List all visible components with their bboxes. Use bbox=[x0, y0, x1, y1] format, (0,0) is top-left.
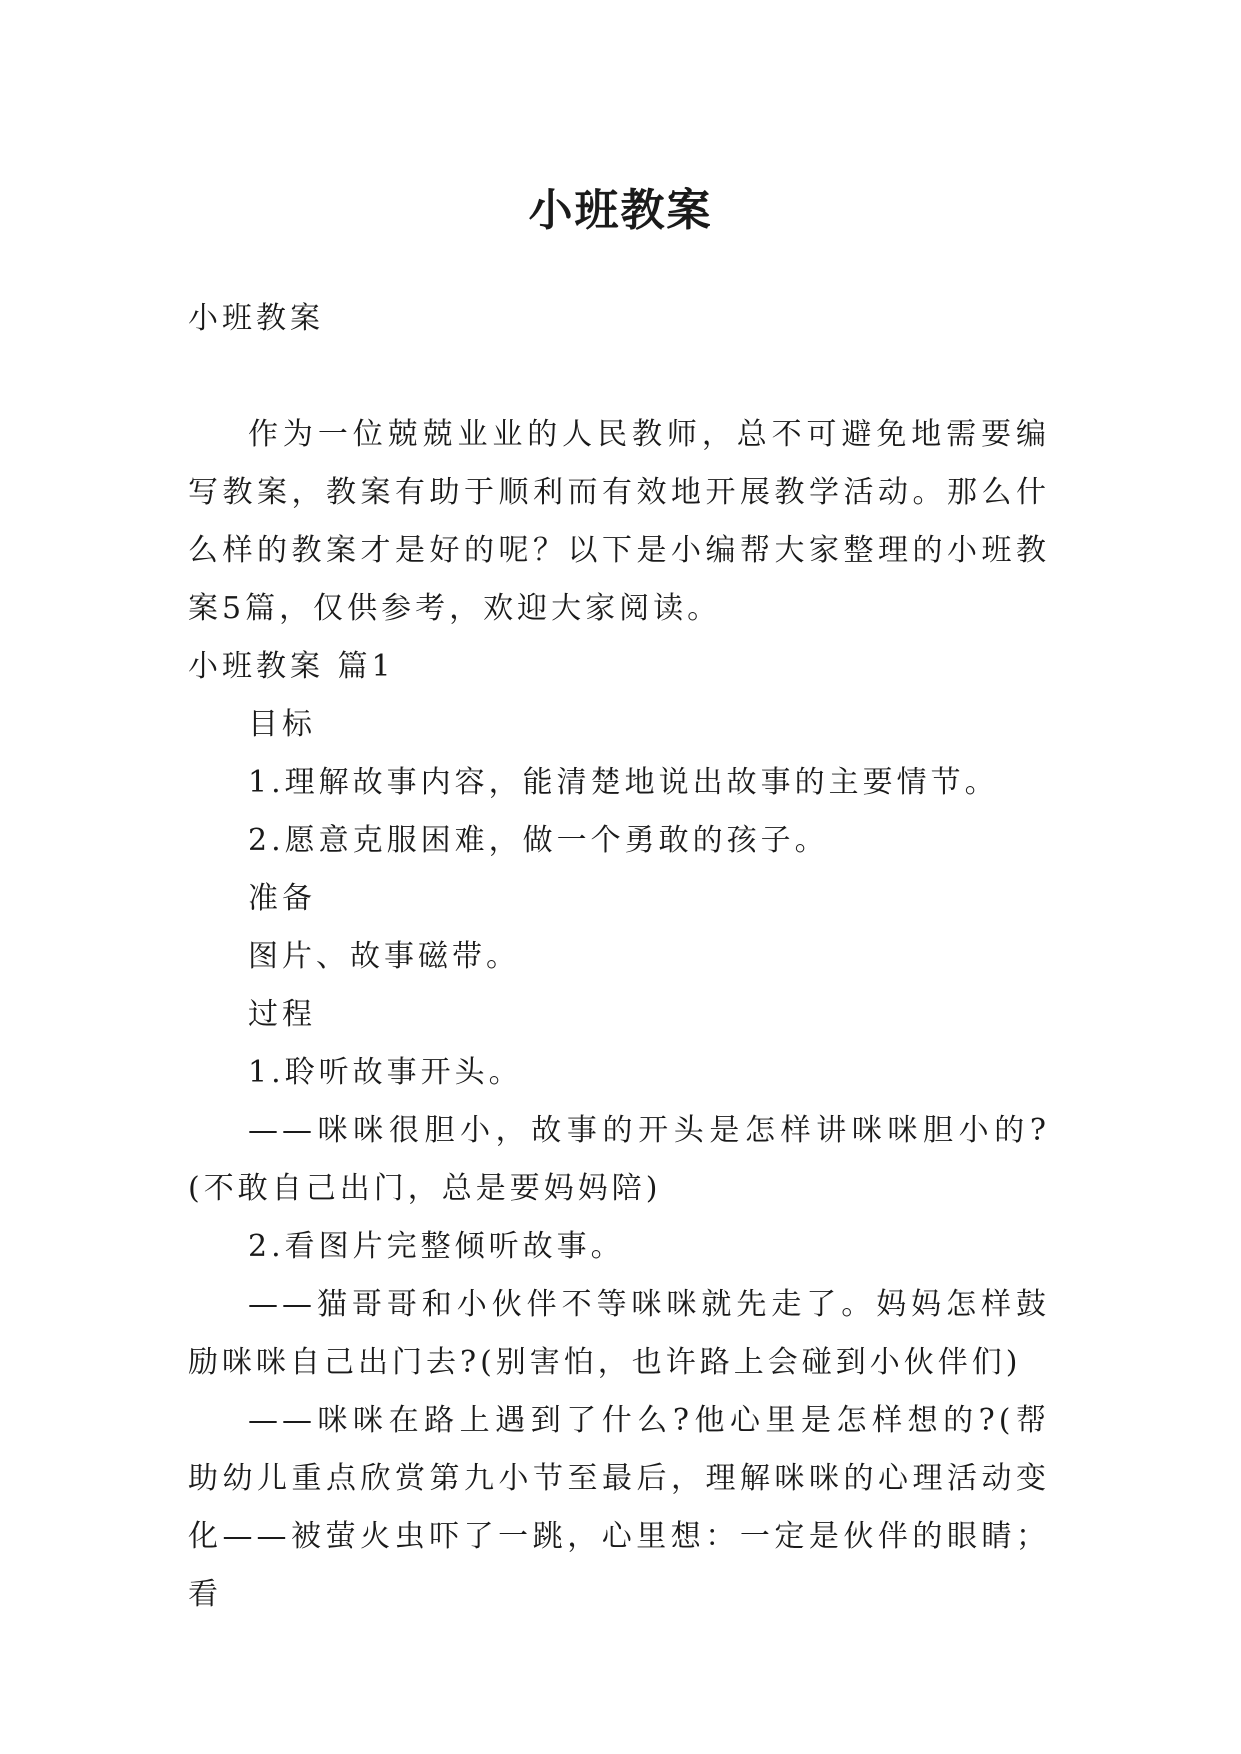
paragraph-process-2-detail-b: ——咪咪在路上遇到了什么?他心里是怎样想的?(帮助幼儿重点欣赏第九小节至最后，理解咪咪的心理活动变化——被萤火虫吓了一跳，心里想：一定是伙伴的眼睛；看 bbox=[188, 1403, 1050, 1612]
paragraph-prep-items: 图片、故事磁带。 bbox=[248, 939, 520, 974]
intro-paragraph: 作为一位兢兢业业的人民教师，总不可避免地需要编写教案，教案有助于顺利而有效地开展教学活动。那么什么样的教案才是好的呢？以下是小编帮大家整理的小班教案5篇，仅供参考，欢迎大家阅读。 bbox=[188, 417, 1050, 626]
page-title: 小班教案 bbox=[528, 185, 713, 237]
document-subtitle: 小班教案 bbox=[188, 301, 324, 336]
paragraph-process-1-detail: ——咪咪很胆小，故事的开头是怎样讲咪咪胆小的?(不敢自己出门，总是要妈妈陪) bbox=[188, 1113, 1050, 1206]
paragraph-goal-heading: 目标 bbox=[248, 707, 316, 742]
paragraph-process-1: 1.聆听故事开头。 bbox=[248, 1055, 523, 1090]
paragraph-goal-1: 1.理解故事内容，能清楚地说出故事的主要情节。 bbox=[248, 765, 999, 800]
paragraph-process-2: 2.看图片完整倾听故事。 bbox=[248, 1229, 625, 1264]
paragraph-goal-2: 2.愿意克服困难，做一个勇敢的孩子。 bbox=[248, 823, 829, 858]
paragraph-process-2-detail-a: ——猫哥哥和小伙伴不等咪咪就先走了。妈妈怎样鼓励咪咪自己出门去?(别害怕，也许路上会碰到小伙伴们) bbox=[188, 1287, 1050, 1380]
document-body bbox=[188, 290, 1050, 1624]
paragraph-prep-heading: 准备 bbox=[248, 881, 316, 916]
section-heading: 小班教案 篇1 bbox=[188, 649, 395, 684]
paragraph-process-heading: 过程 bbox=[248, 997, 316, 1032]
